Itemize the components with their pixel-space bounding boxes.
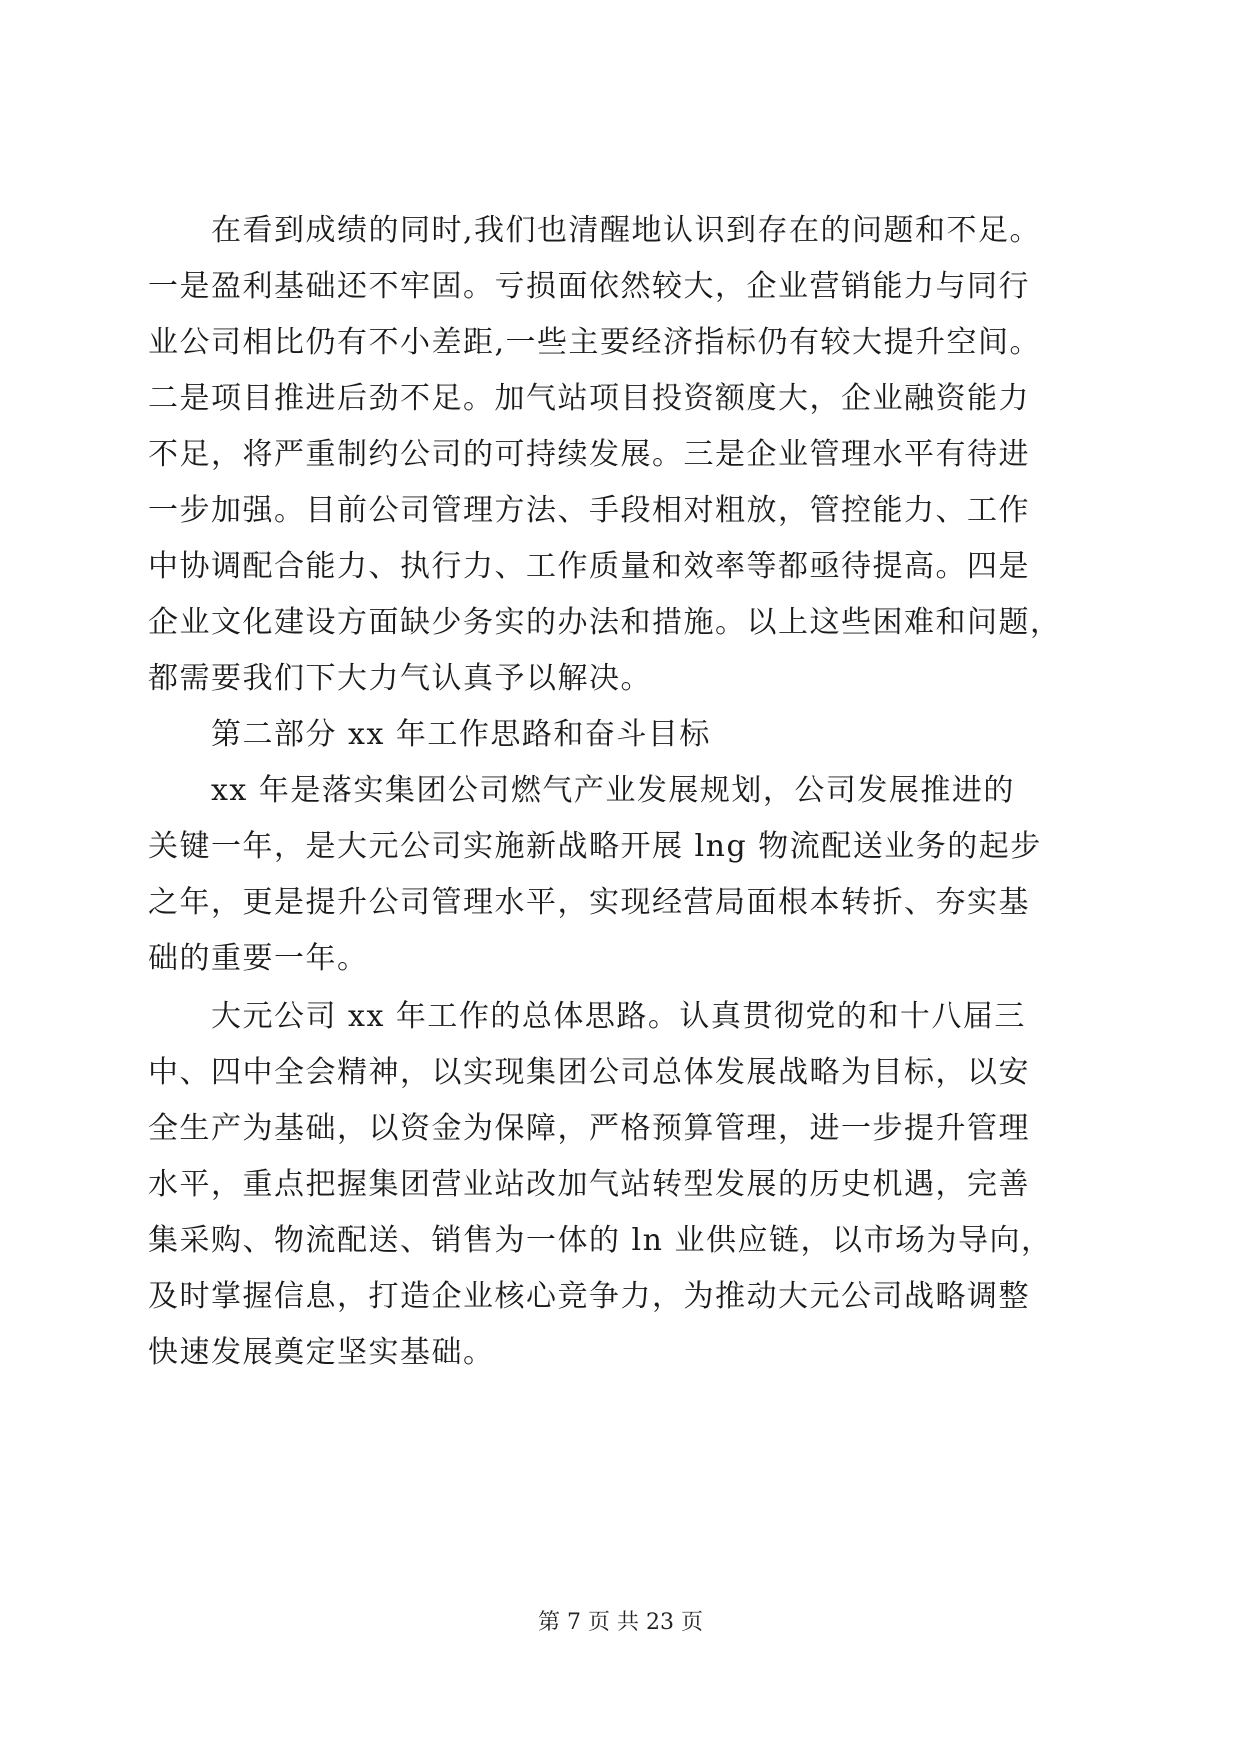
section-heading: 第二部分 xx 年工作思路和奋斗目标	[211, 717, 711, 752]
paragraph-line-21: 快速发展奠定坚实基础。	[148, 1335, 495, 1370]
paragraph-line-20: 及时掌握信息，打造企业核心竞争力，为推动大元公司战略调整	[148, 1279, 1030, 1314]
paragraph-line-7: 中协调配合能力、执行力、工作质量和效率等都亟待提高。四是	[148, 549, 1030, 584]
paragraph-line-15: 大元公司 xx 年工作的总体思路。认真贯彻党的和十八届三	[211, 999, 1026, 1034]
paragraph-line-17: 全生产为基础，以资金为保障，严格预算管理，进一步提升管理	[148, 1111, 1030, 1146]
page-number-footer: 第 7 页 共 23 页	[538, 1610, 703, 1635]
paragraph-line-2: 一是盈利基础还不牢固。亏损面依然较大，企业营销能力与同行	[148, 269, 1030, 304]
paragraph-line-3: 业公司相比仍有不小差距,一些主要经济指标仍有较大提升空间。	[148, 325, 1042, 360]
paragraph-line-8: 企业文化建设方面缺少务实的办法和措施。以上这些困难和问题，	[148, 605, 1062, 640]
paragraph-line-5: 不足，将严重制约公司的可持续发展。三是企业管理水平有待进	[148, 437, 1030, 472]
paragraph-line-6: 一步加强。目前公司管理方法、手段相对粗放，管控能力、工作	[148, 493, 1030, 528]
paragraph-line-19: 集采购、物流配送、销售为一体的 ln 业供应链，以市场为导向，	[148, 1223, 1053, 1258]
paragraph-line-4: 二是项目推进后劲不足。加气站项目投资额度大，企业融资能力	[148, 381, 1030, 416]
paragraph-line-16: 中、四中全会精神，以实现集团公司总体发展战略为目标，以安	[148, 1055, 1030, 1090]
paragraph-line-12: 关键一年，是大元公司实施新战略开展 lng 物流配送业务的起步	[148, 829, 1042, 864]
paragraph-line-18: 水平，重点把握集团营业站改加气站转型发展的历史机遇，完善	[148, 1167, 1030, 1202]
paragraph-line-11: xx 年是落实集团公司燃气产业发展规划，公司发展推进的	[211, 773, 1015, 808]
paragraph-line-9: 都需要我们下大力气认真予以解决。	[148, 661, 652, 696]
paragraph-line-1: 在看到成绩的同时,我们也清醒地认识到存在的问题和不足。	[211, 213, 1042, 248]
paragraph-line-14: 础的重要一年。	[148, 941, 369, 976]
paragraph-line-13: 之年，更是提升公司管理水平，实现经营局面根本转折、夯实基	[148, 885, 1030, 920]
